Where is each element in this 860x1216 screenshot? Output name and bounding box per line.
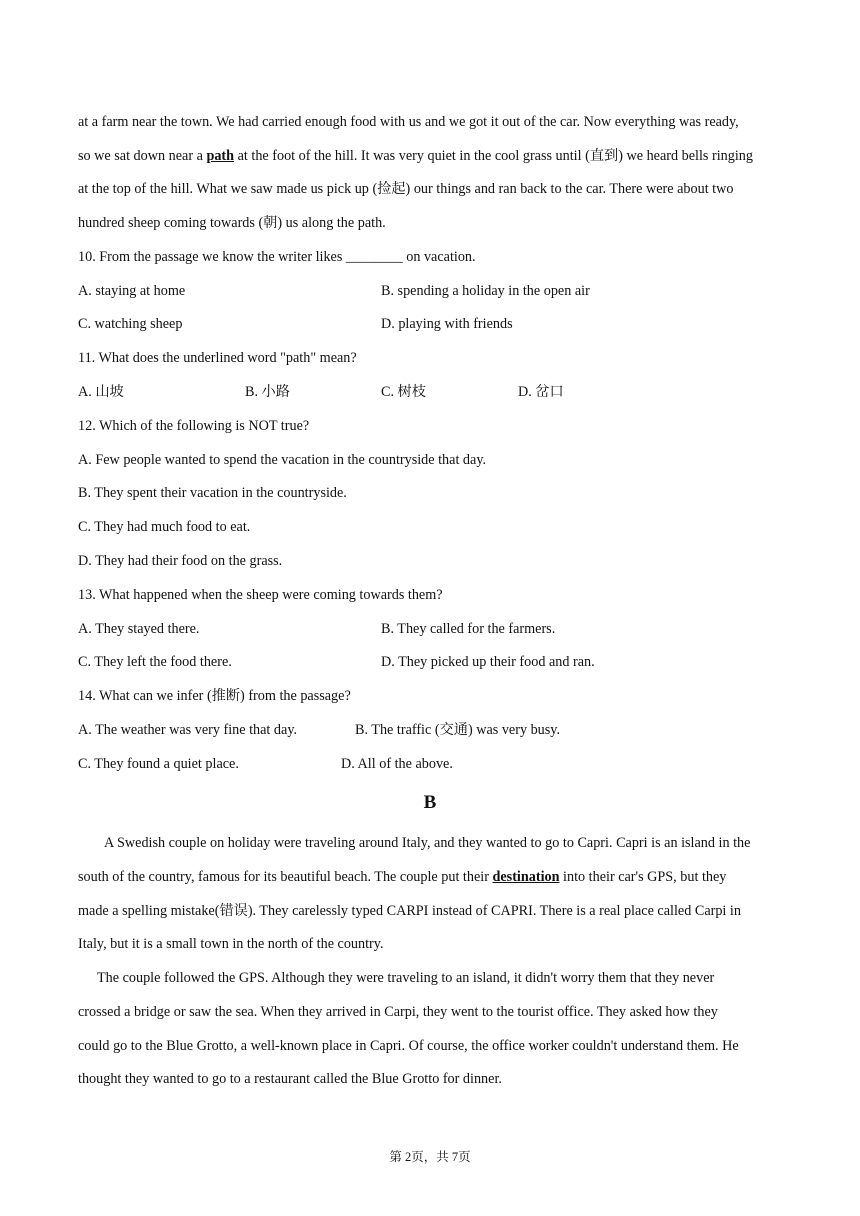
passage-a-line-1: at a farm near the town. We had carried enough food with us and we got it out of the car. Now everything was ready,: [78, 114, 739, 130]
passage-a-line-2: [78, 146, 753, 166]
question-14-option-c: C. They found a quiet place.: [78, 756, 239, 772]
page-number-footer: 第 2页，共 7页: [389, 1150, 471, 1164]
question-12-option-c: C. They had much food to eat.: [78, 519, 251, 535]
section-b-paragraph-2-line-1: The couple followed the GPS. Although they were traveling to an island, it didn't worry them that they never: [97, 970, 715, 986]
section-b-paragraph-2-line-2: crossed a bridge or saw the sea. When they arrived in Carpi, they went to the tourist office. They asked how they: [78, 1004, 718, 1020]
passage-a-line-2-pre: so we sat down near a: [78, 148, 207, 164]
section-b-line-2-pre: south of the country, famous for its beautiful beach. The couple put their: [78, 869, 493, 885]
passage-a-line-4: hundred sheep coming towards (朝) us along the path.: [78, 215, 386, 231]
section-b-title: B: [423, 792, 437, 813]
question-14-option-b: B. The traffic (交通) was very busy.: [355, 722, 561, 738]
question-10-option-c: C. watching sheep: [78, 316, 183, 332]
section-b-line-2-post: into their car's GPS, but they: [559, 869, 727, 885]
section-b-paragraph-1-line-4: Italy, but it is a small town in the north of the country.: [78, 936, 384, 952]
section-b-paragraph-2-line-4: thought they wanted to go to a restaurant called the Blue Grotto for dinner.: [78, 1071, 502, 1087]
question-11-option-a: A. 山坡: [78, 384, 124, 400]
question-10-stem: 10. From the passage we know the writer likes ________ on vacation.: [78, 249, 476, 265]
section-b-paragraph-1-line-3: made a spelling mistake(错误). They carelessly typed CARPI instead of CAPRI. There is a real place called Carpi in: [78, 903, 741, 919]
section-b-paragraph-2-line-3: could go to the Blue Grotto, a well-known place in Capri. Of course, the office worker couldn't understand them. He: [78, 1038, 739, 1054]
underlined-word-path: path: [206, 148, 235, 164]
question-13-option-c: C. They left the food there.: [78, 654, 232, 670]
question-11-stem: 11. What does the underlined word "path" mean?: [78, 350, 357, 366]
underlined-word-destination: destination: [492, 869, 560, 885]
question-12-option-a: A. Few people wanted to spend the vacation in the countryside that day.: [78, 452, 487, 468]
section-b-paragraph-1-line-2: [78, 867, 726, 887]
question-11-option-d: D. 岔口: [518, 384, 564, 400]
question-12-option-d: D. They had their food on the grass.: [78, 553, 283, 569]
question-14-option-a: A. The weather was very fine that day.: [78, 722, 298, 738]
passage-a-line-2-post: at the foot of the hill. It was very quiet in the cool grass until (直到) we heard bells ringing: [234, 148, 753, 164]
question-10-option-a: A. staying at home: [78, 283, 186, 299]
question-13-option-b: B. They called for the farmers.: [381, 621, 556, 637]
question-13-option-d: D. They picked up their food and ran.: [381, 654, 595, 670]
question-10-option-d: D. playing with friends: [381, 316, 513, 332]
question-11-option-c: C. 树枝: [381, 384, 426, 400]
question-12-option-b: B. They spent their vacation in the countryside.: [78, 485, 347, 501]
section-b-paragraph-1-line-1: A Swedish couple on holiday were traveling around Italy, and they wanted to go to Capri. Capri is an island in the: [104, 835, 751, 851]
question-14-stem: 14. What can we infer (推断) from the passage?: [78, 688, 351, 704]
passage-a-line-3: at the top of the hill. What we saw made us pick up (捡起) our things and ran back to the car. There were about two: [78, 181, 734, 197]
question-13-option-a: A. They stayed there.: [78, 621, 200, 637]
question-13-stem: 13. What happened when the sheep were coming towards them?: [78, 587, 443, 603]
question-12-stem: 12. Which of the following is NOT true?: [78, 418, 310, 434]
question-11-option-b: B. 小路: [245, 384, 290, 400]
question-14-option-d: D. All of the above.: [341, 756, 453, 772]
question-10-option-b: B. spending a holiday in the open air: [381, 283, 590, 299]
